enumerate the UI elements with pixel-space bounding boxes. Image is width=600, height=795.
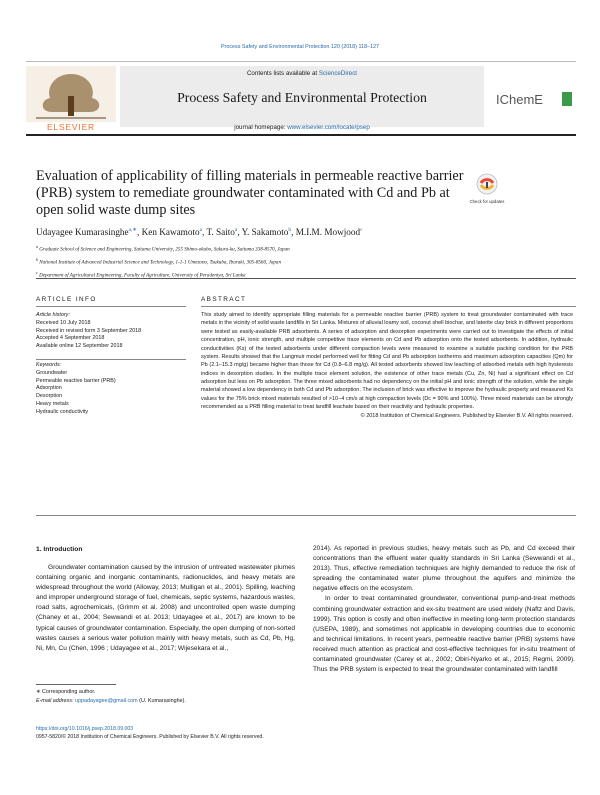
intro-paragraph: 2014). As reported in previous studies, heavy metals such as Pb, and Cd exceed their concentrations than the effluent water quality standards in Sri Lanka (Sewwandi et al., 2013). Thus, effective remediation techniques are highly demanded to reduce the risk of spreading the contaminated water plume throughout the aquifers and minimize the negative effects on the ecosystem.: [313, 545, 575, 593]
author-sup[interactable]: a: [234, 227, 238, 233]
intro-paragraph: In order to treat contaminated groundwater, conventional pump-and-treat methods combining groundwater extraction and ex-situ treatment are used widely (Naftz and Davis, 1999). This option is costly and often ineffective in meeting long-term protection standards (USEPA, 1989), and sometimes not applicable in developing countries due to economic and technical limitations. In recent years, permeable reactive barrier (PRB) systems have received much attention as practical and cost-effective techniques for in-situ treatment of contaminated groundwater (Carey et al., 2002; Obiri-Nyarko et al., 2015; Regmi, 2009). Thus the PRB system is expected to treat the groundwater contaminated with landfill: [313, 595, 575, 674]
header-thick-rule: [26, 134, 576, 136]
corresponding-author-note: ∗ Corresponding author.: [36, 689, 96, 695]
body-divider: [36, 515, 576, 516]
article-info-label: ARTICLE INFO: [36, 296, 97, 303]
abstract-body: [201, 311, 573, 420]
top-divider: [26, 61, 576, 62]
author-name[interactable]: M.I.M. Mowjood: [295, 227, 361, 238]
history-item: Received 10 July 2018: [36, 319, 91, 326]
contents-prefix: Contents lists available at: [246, 70, 319, 77]
journal-title: Process Safety and Environmental Protection: [177, 90, 427, 105]
doi-link[interactable]: https://doi.org/10.1016/j.psep.2018.09.003: [36, 726, 134, 732]
author-name[interactable]: Udayagee Kumarasinghe: [36, 227, 129, 238]
check-for-updates-badge[interactable]: [469, 171, 505, 209]
article-info-underline: [36, 306, 186, 307]
footnote: [36, 688, 296, 705]
author-sup[interactable]: a: [199, 227, 203, 233]
email-prefix: E-mail address:: [36, 697, 75, 704]
abstract-label: ABSTRACT: [201, 296, 247, 303]
abstract-underline: [201, 306, 576, 307]
author-name[interactable]: Ken Kawamoto: [141, 227, 200, 238]
keywords-heading: Keywords:: [36, 361, 62, 368]
history-item: Available online 12 September 2018: [36, 343, 123, 350]
homepage-prefix: journal homepage:: [234, 124, 288, 131]
affiliation-sup: c: [36, 269, 38, 275]
journal-homepage: [120, 124, 484, 131]
keywords-divider: [36, 359, 186, 360]
author-sup[interactable]: a,∗: [128, 227, 138, 233]
icheme-logo: [494, 88, 576, 110]
issn-line: 0957-5820/© 2018 Institution of Chemical Engineers. Published by Elsevier B.V. All rights reserved.: [36, 734, 264, 741]
affiliation-item: [36, 255, 576, 268]
email-link[interactable]: uppadayagee@gmail.com: [74, 697, 138, 704]
article-title: Evaluation of applicability of filling materials in permeable reactive barrier (PRB) system to remediate groundwater contaminated with Cd and Pb at open solid waste dump sites: [36, 168, 464, 218]
keyword-item: Desorption: [36, 393, 63, 400]
abstract-text: This study aimed to identify appropriate filling materials for a permeable reactive barrier (PRB) system to treat groundwater contaminated with trace metals in the vicinity of solid waste landfills in Sri Lanka. Mixtures of alluvial loamy soil, coconut shell biochar, and laterite clay brick in different proportions were tested as easily-available PRB adsorbents. A series of adsorption and desorption experiments were carried out to investigate the effects of initial concentration, pH, ionic strength, and multiple competitive trace elements on Cd and Pb adsorption onto the tested adsorbents. In addition, hydraulic conductivities (Ks) of the tested adsorbents under different compaction levels were measured to examine a suitable packing condition for the PRB system. Results showed that the Langmuir model performed well for fitting Cd and Pb adsorption isotherms and maximum adsorption capacities (Qm) for Pb (2.1–15.3 mg/g) became higher than those for Cd (0.8–6.8 mg/g). All tested adsorbents showed low leaching of adsorbed metals with high hysteresis indices in desorption studies. In the multiple trace element solution, the existence of other trace metals (Cu, Zn, Ni) had a significant effect on Cd adsorption but less on Pb adsorption. The three mixed adsorbents had no dependency on the initial pH and ionic strength of the solution, while the single material showed a low dependency in both Cd and Pb adsorption. The inclusion of brick was effective to improve the hydraulic property and measured Ks values for the 75% brick mixed materials resulted of >10−4 cm/s at high compaction levels (Dc = 90% and 100%). Three mixed materials can be strongly recommended as a PRB filling material to treat landfill leachate based on their reactivity and hydraulic properties.: [201, 312, 573, 411]
bottom-block: [36, 725, 436, 741]
homepage-link[interactable]: www.elsevier.com/locate/psep: [287, 124, 370, 131]
sidebar-spacer: [36, 351, 186, 359]
affiliation-text: Department of Agricultural Engineering, Faculty of Agriculture, University of Peradeniya, Sri Lanka: [39, 272, 246, 279]
contents-line: [120, 70, 484, 77]
keyword-item: Adsorption: [36, 385, 62, 392]
affiliation-text: Graduate School of Science and Engineering, Saitama University, 255 Shimo-okubo, Sakura-ku, Saitama 338-8570, Japan: [39, 246, 290, 253]
affiliation-item: [36, 242, 576, 255]
icheme-text: IChemE: [496, 92, 543, 107]
history-heading: Article history:: [36, 312, 70, 318]
author-sup[interactable]: b: [288, 227, 292, 233]
journal-reference[interactable]: Process Safety and Environmental Protection 120 (2018) 118–127: [220, 44, 380, 50]
elsevier-wordmark: ELSEVIER: [47, 122, 95, 132]
keyword-item: Groundwater: [36, 369, 68, 376]
introduction-heading: 1. Introduction: [36, 546, 83, 553]
intro-column-left: [36, 563, 295, 654]
affiliation-text: National Institute of Advanced Industrial Science and Technology, 1-1-1 Umezono, Tsukuba, Ibaraki, 305-8560, Japan: [39, 259, 282, 266]
elsevier-tree-logo: [26, 66, 116, 128]
affiliation-sup: b: [36, 256, 38, 262]
affiliation-sup: a: [36, 244, 38, 249]
footnote-divider: [36, 684, 116, 685]
history-item: Received in revised form 3 September 2018: [36, 327, 142, 334]
author-name[interactable]: Y. Sakamoto: [241, 227, 289, 238]
email-suffix: (U. Kumarasinghe).: [137, 697, 186, 704]
sciencedirect-link[interactable]: ScienceDirect: [318, 70, 358, 77]
history-item: Accepted 4 September 2018: [36, 335, 105, 342]
email-line: [36, 697, 296, 706]
keyword-item: Hydraulic conductivity: [36, 408, 89, 415]
author-name[interactable]: T. Saito: [206, 227, 235, 238]
check-badge-label: Check for updates: [469, 199, 505, 204]
abstract-copyright: © 2018 Institution of Chemical Engineers. Published by Elsevier B.V. All rights reserved.: [360, 412, 573, 419]
author-list: Udayagee Kumarasinghe$^{a,∗}$, Ken Kawamoto$^a$, T. Saito$^a$, Y. Sakamoto$^b$, M.I.M. Mowjood$^c$: [36, 227, 363, 238]
intro-column-right: [313, 544, 575, 675]
article-info-sidebar: [36, 312, 186, 417]
keyword-item: Permeable reactive barrier (PRB): [36, 377, 116, 384]
author-sup[interactable]: c: [360, 227, 363, 233]
affiliations: [36, 242, 576, 280]
keyword-item: Heavy metals: [36, 400, 69, 407]
article-info-divider: [36, 278, 576, 279]
intro-paragraph: Groundwater contamination caused by the intrusion of untreated wastewater plumes containing organic and inorganic contaminants, radionuclides, and heavy metals are widespread throughout the world (Alloway, 2013; Mulligan et al., 2001). Spilling, leaching and improper underground storage of fuel, chemicals, septic systems, hazardous wastes, road salts, agrochemicals, (Grimm et al. 2008) and uncontrolled open waste dumping (Chaney et al., 2004; Sewwandi et al. 2013; Udayagee et al., 2017) are known to be typical causes of groundwater contamination. Especially, the open dumping of non-sorted wastes causes a serious water pollution mainly with heavy metals, such as Cd, Pb, Hg, Ni, Mn, Cu (Chen, 1996 ; Udayagee et al., 2017; Wijesekara et al.,: [36, 564, 295, 652]
